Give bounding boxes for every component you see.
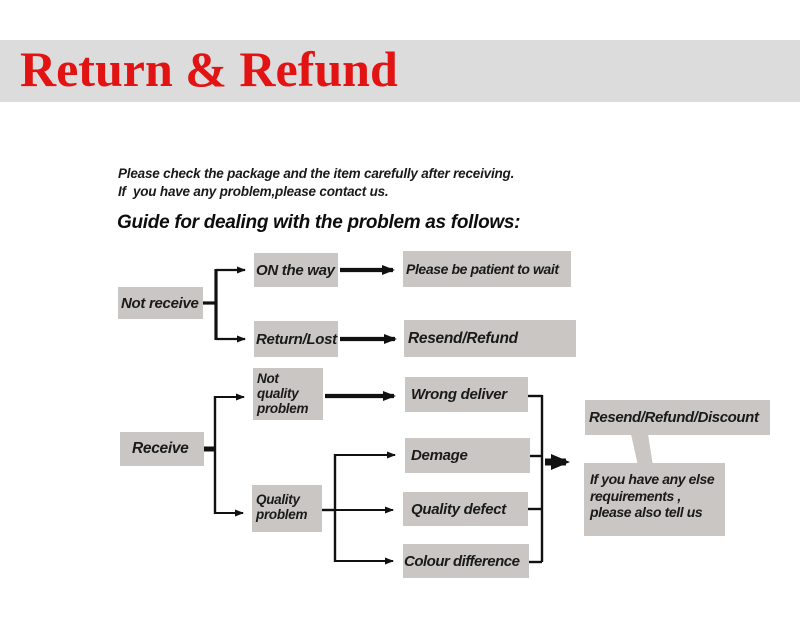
intro-line-1: Please check the package and the item carefully after receiving. xyxy=(118,166,515,181)
node-demage xyxy=(405,438,530,473)
page-title: Return & Refund xyxy=(20,41,398,97)
node-label: Demage xyxy=(411,447,468,464)
node-receive xyxy=(120,432,204,466)
node-label: Wrong deliver xyxy=(411,386,507,403)
node-not-quality-problem xyxy=(253,368,323,420)
node-label: Receive xyxy=(132,440,189,457)
node-not-receive xyxy=(118,287,203,319)
intro-line-2: If you have any problem,please contact us. xyxy=(118,183,389,199)
node-quality-defect xyxy=(403,492,528,526)
node-label: Quality problem xyxy=(256,492,308,522)
node-resend-refund xyxy=(404,320,576,357)
node-colour-difference xyxy=(403,544,529,578)
node-label: Return/Lost xyxy=(256,330,337,348)
node-label: Please be patient to wait xyxy=(406,261,559,277)
node-label: Not quality problem xyxy=(257,371,309,416)
node-quality-problem xyxy=(252,485,322,532)
guide-heading: Guide for dealing with the problem as follows: xyxy=(117,212,521,233)
node-label: Resend/Refund xyxy=(408,329,518,347)
node-wrong-deliver xyxy=(405,377,528,412)
node-label: ON the way xyxy=(256,261,335,279)
node-resend-refund-discount xyxy=(585,400,770,435)
node-label: Resend/Refund/Discount xyxy=(589,409,759,426)
node-return-lost xyxy=(254,321,338,357)
node-label: Colour difference xyxy=(404,552,520,570)
node-please-be-patient xyxy=(403,251,571,287)
node-on-the-way xyxy=(254,253,338,287)
node-label: Not receive xyxy=(121,294,199,312)
node-label: If you have any else requirements , please also tell us xyxy=(590,471,715,520)
node-label: Quality defect xyxy=(411,500,506,518)
speech-bubble-note xyxy=(584,463,725,536)
bubble-tail xyxy=(631,434,653,466)
